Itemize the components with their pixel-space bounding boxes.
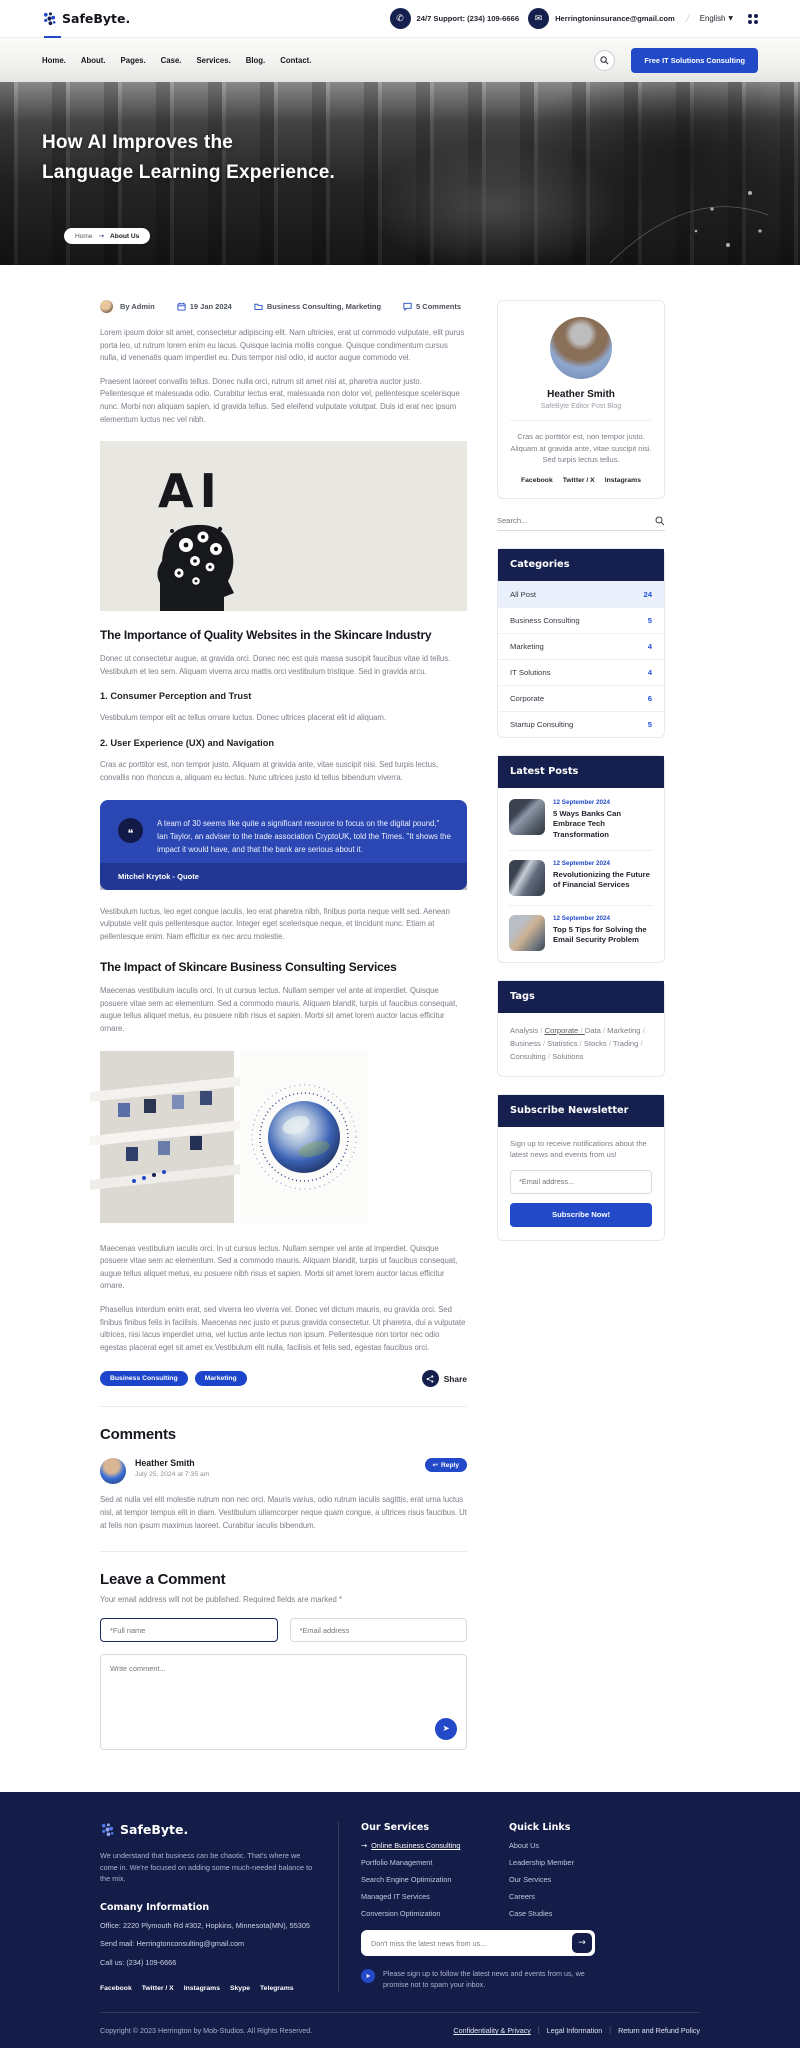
divider: | <box>609 2027 612 2035</box>
language-selector[interactable]: English ▼ <box>699 14 733 23</box>
divider <box>510 420 652 421</box>
category-corporate[interactable]: Corporate 6 <box>498 685 664 711</box>
breadcrumb-home-link[interactable]: Home <box>75 232 93 240</box>
facebook-link[interactable]: Facebook <box>100 1985 132 1993</box>
post-thumbnail <box>509 860 545 896</box>
article <box>100 300 467 1750</box>
category-all-post[interactable]: All Post 24 <box>498 581 664 607</box>
call-us[interactable]: Call us: (234) 109-6666 <box>100 1957 177 1967</box>
nav-item-home[interactable]: Home. <box>42 55 66 65</box>
footer <box>0 1792 800 2048</box>
share-button[interactable]: Share <box>422 1370 467 1387</box>
quick-link[interactable]: Our Services <box>509 1875 552 1885</box>
copyright: Copyright © 2023 Herrington by Mob-Studios. All Rights Reserved. <box>100 2026 313 2036</box>
service-link[interactable]: → Online Business Consulting <box>361 1841 461 1851</box>
post-thumbnail <box>509 799 545 835</box>
refund-policy-link[interactable]: Return and Refund Policy <box>618 2026 700 2036</box>
main-nav <box>0 38 800 82</box>
nav-item-blog[interactable]: Blog. <box>245 55 266 65</box>
author-avatar <box>100 300 113 313</box>
quote-author: Mitchel Krytok - Quote <box>100 863 467 890</box>
search-input[interactable] <box>497 516 655 525</box>
divider: / <box>684 12 691 25</box>
arrow-right-icon: → <box>361 1841 368 1851</box>
tag-link[interactable]: Stocks / <box>584 1039 613 1048</box>
footer-newsletter <box>361 1930 595 1956</box>
header-contact-area <box>390 8 758 29</box>
paragraph: Maecenas vestibulum iaculis orci. In ut cursus lectus. Nullam semper vel ante at imperdiet. Quisque posuere vitae sem ac elementum. Sed a commodo mauris. Aliquam blandit, turpis ut faucibus consequat, augue tellus aliquet metus, eu posuere nibh risus et sapien. Morbi sit amet lorem auctor lacus efficitur ornare. <box>100 986 458 1034</box>
post-tag[interactable]: Marketing <box>195 1371 247 1386</box>
tag-link[interactable]: Marketing / <box>607 1026 645 1035</box>
breadcrumb <box>64 228 150 244</box>
support-email[interactable]: ✉ Herringtoninsurance@gmail.com <box>528 8 675 29</box>
breadcrumb-current: About Us <box>110 232 140 240</box>
author-name: Heather Smith <box>547 389 615 400</box>
reply-arrow-icon: ↩ <box>432 1461 439 1470</box>
mail-icon: ✉ <box>528 8 549 29</box>
subsection-heading: 2. User Experience (UX) and Navigation <box>100 737 275 748</box>
categories-widget <box>497 548 665 738</box>
commenter-avatar <box>100 1458 126 1484</box>
article-meta <box>100 300 467 313</box>
nav-item-pages[interactable]: Pages. <box>120 55 146 65</box>
widget-title: Subscribe Newsletter <box>510 1105 629 1117</box>
hero-dots-decoration <box>600 175 770 265</box>
our-services-title: Our Services <box>361 1822 429 1834</box>
category-startup-consulting[interactable]: Startup Consulting 5 <box>498 711 664 737</box>
hero-banner <box>0 82 800 265</box>
arrow-right-icon: → <box>578 1938 586 1949</box>
blockquote: ❝ A team of 30 seems like quite a significant resource to focus on the digital pound," Ian Taylor, an adviser to the trade association CryptoUK, told the Times. "It shows the impact it would have, and that the bank are serious about it. Mitchel Krytok - Quote <box>100 800 467 889</box>
post-thumbnail <box>509 915 545 951</box>
tag-link[interactable]: Consulting / <box>510 1052 552 1061</box>
footer-social-links <box>100 1985 316 1992</box>
post-categories[interactable]: Business Consulting, Marketing <box>266 302 382 311</box>
footer-bottom-bar <box>100 2012 700 2048</box>
comments-icon <box>403 302 412 311</box>
author-role: SafeByte Editor Post Blog <box>540 403 622 410</box>
paragraph: Lorem ipsum dolor sit amet, consectetur adipiscing elit. Nam ultricies, erat ut commodo vulputate, elit purus porta leo, ut rutrum lorem enim eu lacus. Quisque lacinia mollis congue. Quisque condimentum cursus nulla, id venenatis quam imperdiet eu. Duis tempor nisl odio, id auctor augue commodo vel. <box>100 328 465 363</box>
office-address: Office: 2220 Plymouth Rd #302, Hopkins, Minnesota(MN), 55305 <box>100 1920 310 1930</box>
newsletter-placeholder[interactable]: Don't miss the latest news from us... <box>371 1938 487 1948</box>
brand-name: SafeByte. <box>62 11 131 26</box>
arrow-right-icon: → <box>98 232 105 240</box>
comments-title: Comments <box>100 1426 176 1444</box>
comment-textarea[interactable] <box>101 1655 466 1749</box>
widget-title: Latest Posts <box>510 766 579 778</box>
subsection-heading: 1. Consumer Perception and Trust <box>100 691 252 702</box>
twitter-link[interactable]: Twitter / X <box>562 476 595 484</box>
comment-item <box>100 1458 467 1532</box>
paragraph: Praesent laoreet convallis tellus. Donec nulla orci, rutrum sit amet nisi at, pharetra auctor justo. Pellentesque et malesuada odio. Curabitur lectus erat, malesuada non dolor vel, pellentesque scelerisque nunc. Morbi non aliquam sapien, id gravida tellus. Sed eleifend vulputate volutpat. Duis id erat nec ipsum elementum luctus nec vel nibh. <box>100 376 460 424</box>
latest-post-item[interactable]: 12 September 2024 Top 5 Tips for Solving the Email Security Problem <box>509 915 653 951</box>
divider: | <box>537 2027 540 2035</box>
latest-post-item[interactable]: 12 September 2024 5 Ways Banks Can Embrace Tech Transformation <box>509 799 653 841</box>
calendar-icon <box>177 302 186 311</box>
legal-info-link[interactable]: Legal Information <box>546 2026 603 2036</box>
phone-icon: ✆ <box>390 8 411 29</box>
tags-share-row <box>100 1370 467 1387</box>
svg-text:AI: AI <box>158 464 223 519</box>
newsletter-submit-button[interactable] <box>572 1933 592 1953</box>
quote-icon: ❝ <box>118 818 143 843</box>
subscribe-widget <box>497 1094 665 1241</box>
paragraph: Vestibulum luctus, leo eget congue iaculis, leo erat pharetra nibh, finibus porta neque velit sed. Aenean vulputate velit quis pellentesque auctor. Integer eget scelerisque neque, et tincidunt nunc. Etiam at pellentesque enim. Nam efficitur ex nec arcu molestie. <box>100 906 450 941</box>
brand-logo[interactable] <box>42 11 130 26</box>
nav-item-about[interactable]: About. <box>80 55 106 65</box>
leave-comment-title: Leave a Comment <box>100 1571 226 1589</box>
send-icon: ➤ <box>442 1724 450 1735</box>
divider <box>338 1822 339 1992</box>
search-icon[interactable] <box>655 516 665 526</box>
ai-illustration-image <box>100 441 467 611</box>
tag-link[interactable]: Statistics / <box>547 1039 584 1048</box>
company-info-title: Comany Information <box>100 1901 210 1913</box>
accent-underline <box>44 36 61 38</box>
tag-link[interactable]: Business / <box>510 1039 547 1048</box>
subscribe-text: Sign up to receive notifications about the latest news and events from us! <box>510 1138 647 1160</box>
chevron-down-icon: ▼ <box>728 15 733 22</box>
gallery-image-racks <box>100 1051 234 1228</box>
divider <box>100 1406 467 1407</box>
tag-link[interactable]: Analysis / <box>510 1026 545 1035</box>
instagram-link[interactable]: Instagrams <box>183 1985 220 1993</box>
latest-post-item[interactable]: 12 September 2024 Revolutionizing the Future of Financial Services <box>509 860 653 896</box>
comment-textarea-wrap <box>100 1654 467 1750</box>
quick-link[interactable]: Careers <box>509 1892 535 1902</box>
tag-link[interactable]: Solutions <box>552 1051 584 1061</box>
twitter-link[interactable]: Twitter / X <box>141 1985 174 1993</box>
reply-button[interactable]: ↩ Reply <box>425 1458 468 1472</box>
footer-brand[interactable] <box>100 1822 316 1837</box>
article-images <box>100 1051 467 1228</box>
quick-link[interactable]: Case Studies <box>509 1909 553 1919</box>
author-bio: Cras ac porttitor est, non tempor justo. Aliquam at gravida ante, vitae suscipit nisi. Sed turpis lectus tellus. <box>510 432 652 465</box>
nav-item-contact[interactable]: Contact. <box>280 55 312 65</box>
paragraph: Phasellus interdum enim erat, sed viverra leo viverra vel. Donec vel dictum mauris, eu gravida orci. Sed finibus finibus felis in facilisis. Maecenas nec justo et purus gravida consectetur. Ut pharetra, dui a vulputate ultrices, nisi lacus imperdiet urna, vel luctus ante lectus non ipsum. Pellentesque non tortor nec odio egestas placerat eget sit amet ex.Vestibulum elit nulla, facilisis et felis sed, egestas faucibus orci. <box>100 1305 466 1352</box>
tag-link[interactable]: Trading / <box>613 1039 643 1048</box>
comment-text: Sed at nulla vel elit molestie rutrum non nec orci. Mauris varius, odio rutrum iaculis sagittis, erat urna luctus nisl, at tempor tempus elit in diam. Vestibulum ullamcorper neque quam congue, a ultrices risus faucibus. Ut at felis non ipsum maximus laoreet. Curabitur iaculis bibendum. <box>100 1495 467 1530</box>
paragraph: Donec ut consectetur augue, at gravida orci. Donec nec est quis massa suscipit faucibus vitae id tellus. Vestibulum et leo sem. Aliquam viverra arcu mattis orci vestibulum tristique. Sed in gravida arcu. <box>100 654 451 676</box>
free-consulting-button[interactable]: Free IT Solutions Consulting <box>631 48 758 73</box>
form-note: Your email address will not be published. Required fields are marked * <box>100 1595 342 1605</box>
divider <box>509 850 653 851</box>
category-business-consulting[interactable]: Business Consulting 5 <box>498 607 664 633</box>
tag-link[interactable]: Corporate / <box>545 1026 585 1035</box>
category-marketing[interactable]: Marketing 4 <box>498 633 664 659</box>
send-icon: ➤ <box>361 1969 375 1983</box>
quick-link[interactable]: About Us <box>509 1841 540 1851</box>
author-link[interactable]: By Admin <box>120 302 155 311</box>
author-card <box>497 300 665 499</box>
skype-link[interactable]: Skype <box>229 1985 251 1993</box>
email-input[interactable] <box>290 1618 468 1642</box>
post-date: 19 Jan 2024 <box>189 302 232 311</box>
commenter-name: Heather Smith <box>135 1458 195 1469</box>
nav-item-case[interactable]: Case. <box>160 55 182 65</box>
widget-title: Tags <box>510 991 535 1003</box>
service-link[interactable]: Managed IT Services <box>361 1892 430 1902</box>
service-link[interactable]: Portfolio Management <box>361 1858 433 1868</box>
content-area <box>0 265 800 1792</box>
post-tag[interactable]: Business Consulting <box>100 1371 188 1386</box>
footer-note: ➤ Please sign up to follow the latest news and events from us, we promise not to spam your inbox. <box>361 1969 601 1990</box>
sidebar-search <box>497 516 665 531</box>
quick-links-title: Quick Links <box>509 1822 571 1834</box>
divider <box>509 905 653 906</box>
widget-title: Categories <box>510 559 570 571</box>
sidebar <box>497 300 665 1750</box>
service-link[interactable]: Conversion Optimization <box>361 1909 441 1919</box>
section-heading: The Impact of Skincare Business Consulting Services <box>100 960 397 975</box>
telegram-link[interactable]: Telegrams <box>260 1985 294 1993</box>
tag-link[interactable]: Data / <box>585 1026 607 1035</box>
tags-widget <box>497 980 665 1077</box>
footer-description: We understand that business can be chaotic. That's where we come in. We're focused on adding some much-needed balance to the mix. <box>100 1851 313 1884</box>
page-title: How AI Improves the Language Learning Experience. <box>42 132 335 183</box>
comment-date: July 25, 2024 at 7:35 am <box>135 1471 210 1479</box>
service-link[interactable]: Search Engine Optimization <box>361 1875 452 1885</box>
paragraph: Cras ac porttitor est, non tempor justo. Aliquam at gravida ante, vitae suscipit nisi. Sed turpis lectus, convallis non rhoncus a, aliquam eu lectus. Nunc ultrices justo id tellus bibendum viverra. <box>100 759 438 782</box>
newsletter-email-input[interactable] <box>510 1170 652 1194</box>
latest-posts-widget <box>497 755 665 963</box>
instagram-link[interactable]: Instagrams <box>604 476 641 484</box>
brand-mark-icon <box>100 1822 115 1837</box>
top-bar <box>0 0 800 38</box>
subscribe-button[interactable]: Subscribe Now! <box>510 1203 652 1227</box>
divider <box>100 1551 467 1552</box>
search-button[interactable] <box>594 50 615 71</box>
footer-brand-name: SafeByte. <box>120 1822 189 1838</box>
privacy-link[interactable]: Confidentiality & Privacy <box>453 2026 531 2036</box>
paragraph: Vestibulum tempor elit ac tellus ornare luctus. Donec ultrices placerat elit id aliquam. <box>100 713 386 723</box>
support-phone[interactable]: ✆ 24/7 Support: (234) 109-6666 <box>390 8 520 29</box>
quick-link[interactable]: Leadership Member <box>509 1858 574 1868</box>
author-photo <box>550 317 612 379</box>
comments-count[interactable]: 5 Comments <box>416 302 462 311</box>
category-icon <box>254 302 263 311</box>
paragraph: Maecenas vestibulum iaculis orci. In ut cursus lectus. Nullam semper vel ante at imperdiet. Quisque posuere vitae sem ac elementum. Sed a commodo mauris. Aliquam blandit, turpis ut faucibus consequat, augue tellus aliquet metus, eu posuere nibh risus et sapien. Morbi sit amet lorem auctor lacus efficitur ornare. <box>100 1243 458 1291</box>
apps-grid-icon[interactable] <box>748 14 758 24</box>
search-icon <box>600 56 609 65</box>
full-name-input[interactable] <box>100 1618 278 1642</box>
brand-mark-icon <box>42 11 57 26</box>
facebook-link[interactable]: Facebook <box>521 476 553 484</box>
section-heading: The Importance of Quality Websites in the Skincare Industry <box>100 628 432 643</box>
nav-item-services[interactable]: Services. <box>196 55 231 65</box>
category-it-solutions[interactable]: IT Solutions 4 <box>498 659 664 685</box>
send-mail[interactable]: Send mail: Herringtonconsulting@gmail.com <box>100 1939 245 1949</box>
gallery-image-sphere <box>240 1051 368 1228</box>
comment-form-fields <box>100 1618 467 1642</box>
share-icon <box>426 1375 434 1383</box>
